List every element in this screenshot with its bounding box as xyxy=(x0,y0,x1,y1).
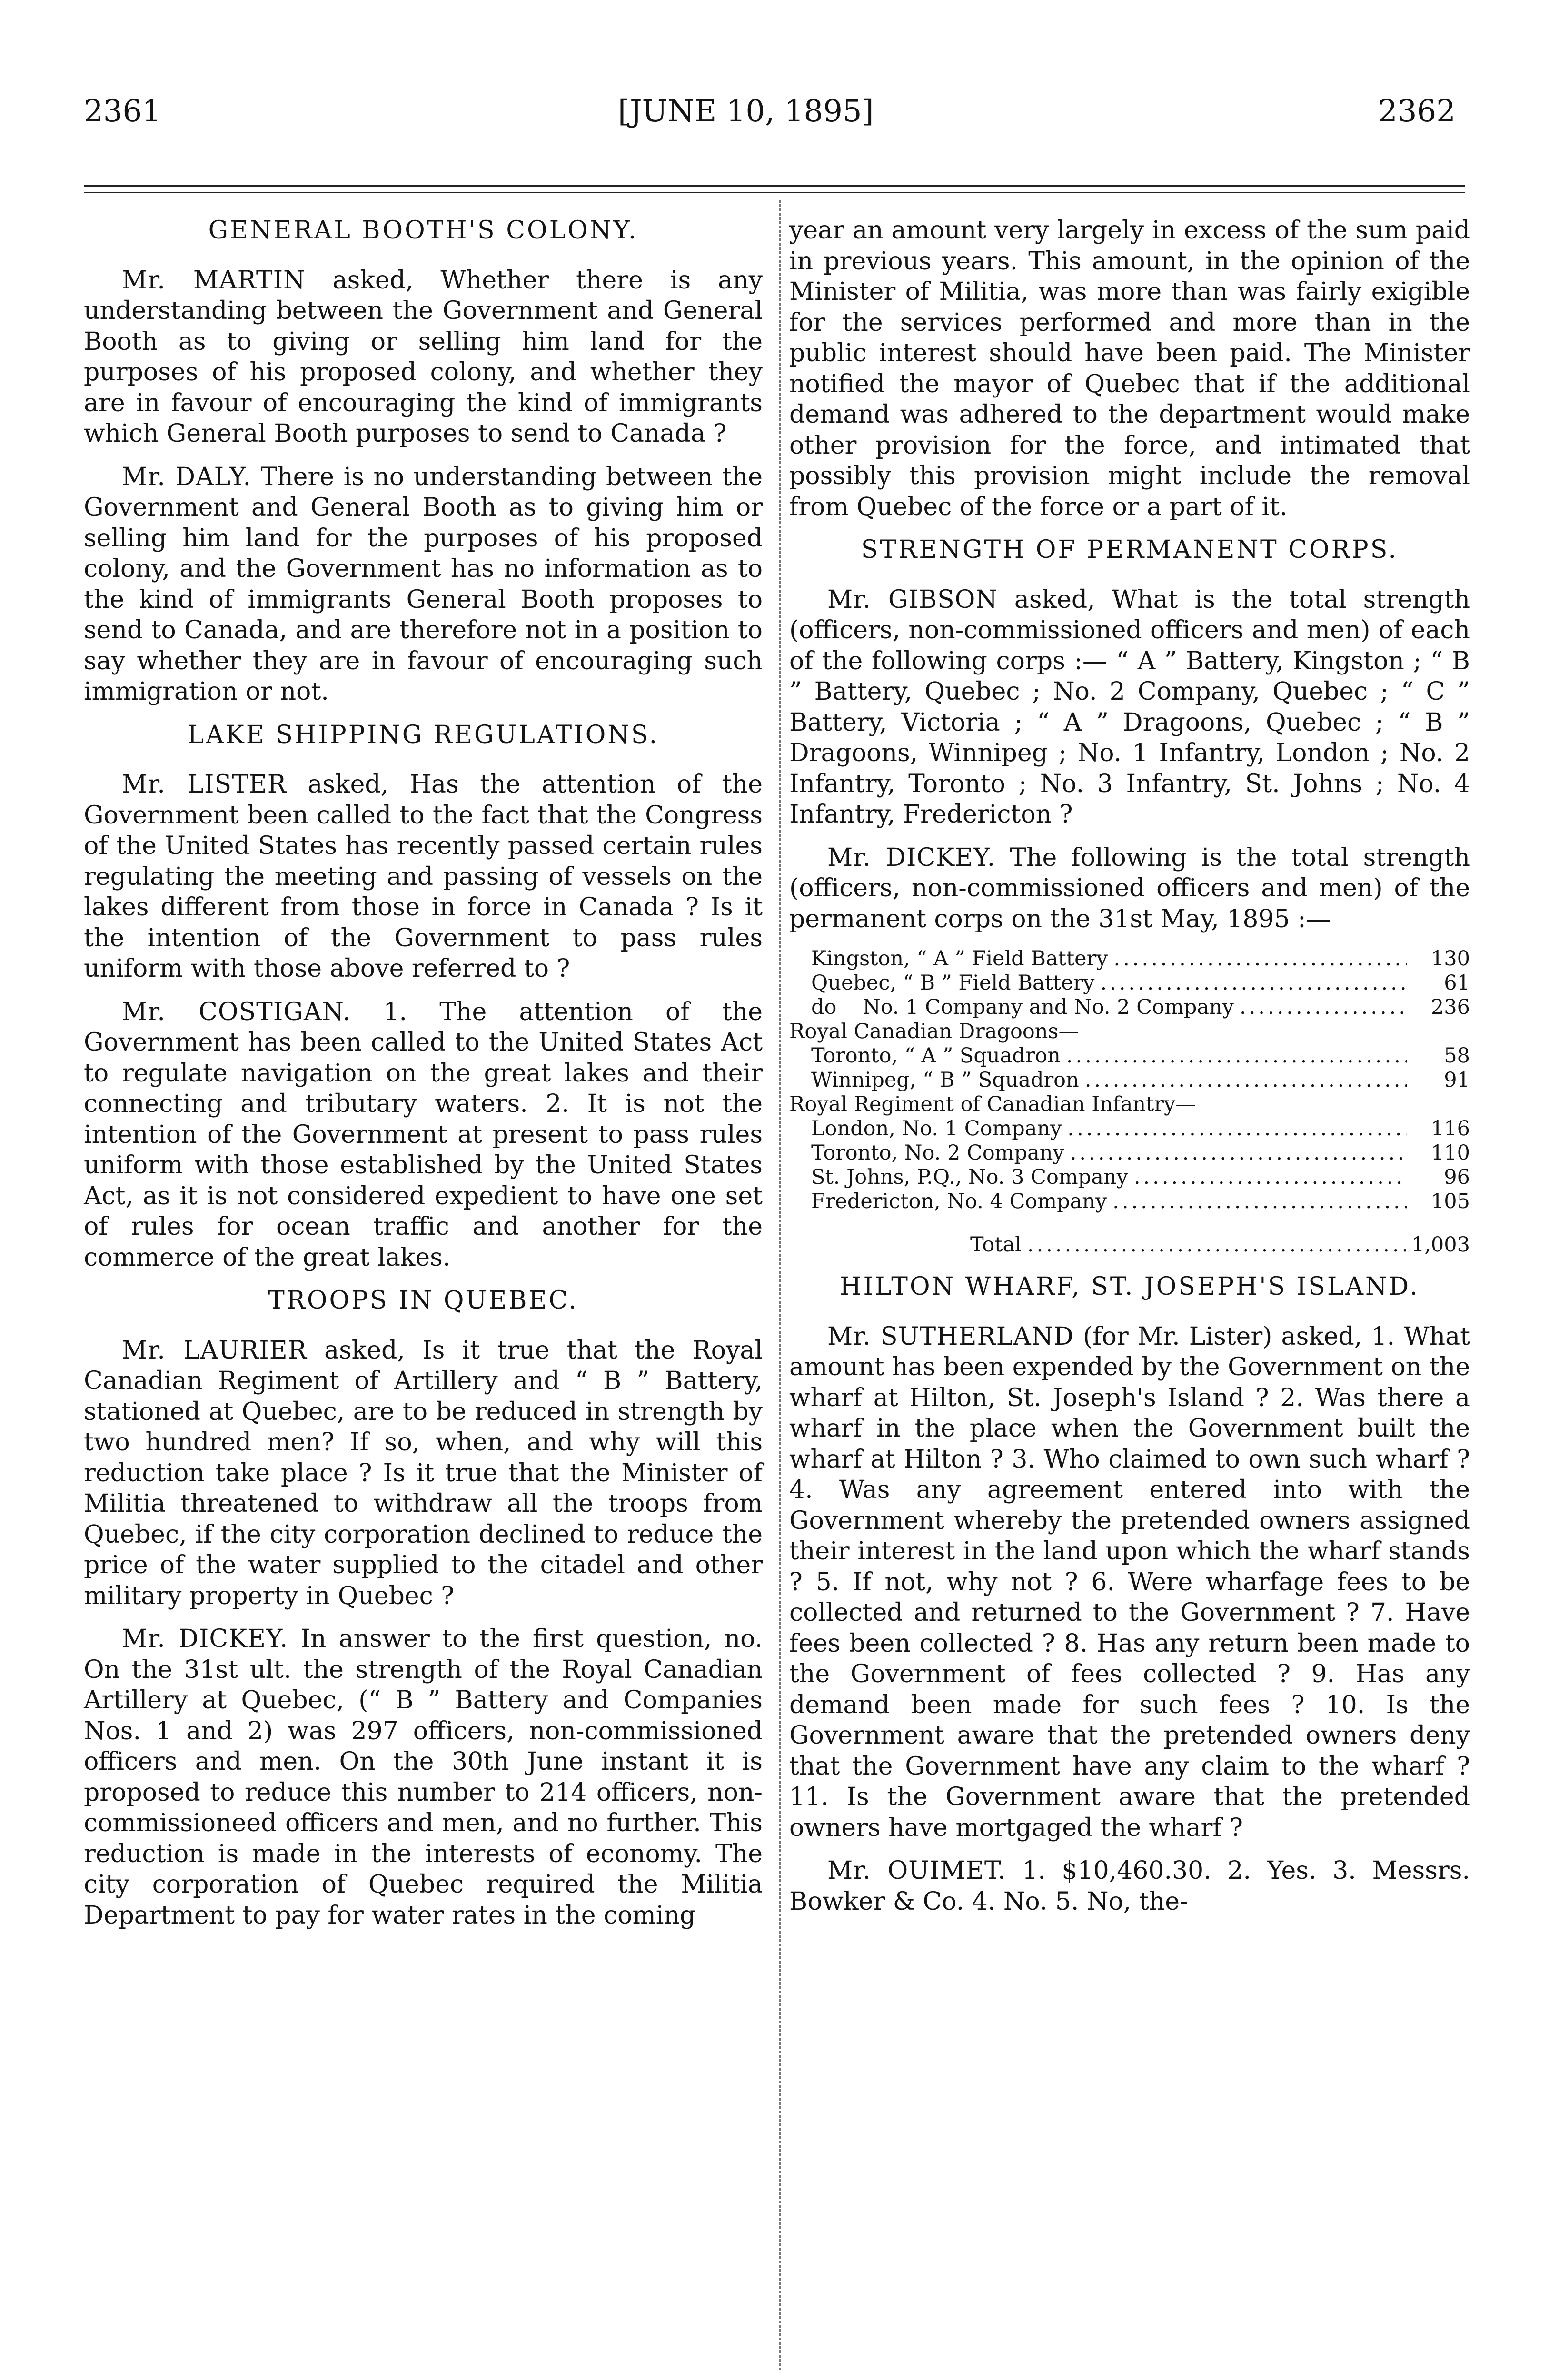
speaker-name: Mr. DICKEY. xyxy=(122,1625,288,1653)
table-row xyxy=(789,947,1470,971)
corps-strength-table xyxy=(789,947,1470,1257)
table-row-label: St. Johns, P.Q., No. 3 Company xyxy=(811,1165,1128,1189)
leader-dots xyxy=(1027,1233,1406,1257)
paragraph-text: In answer to the first question, no. On the 31st ult. the strength of the Royal Canadian Artillery at Quebec, (“ B ” Battery and Companies Nos. 1 and 2) was 297 officers, non-commissioned officers and men. On the 30th June instant it is proposed to reduce this number to 214 officers, non-commissioneed officers and men, and no further. This reduction is made in the interests of economy. The city corporation of Quebec required the Militia Department to pay for water rates in the coming xyxy=(84,1625,763,1930)
table-row xyxy=(789,1117,1470,1141)
paragraph-text: asked, Whether there is any understanding between the Government and General Booth as to giving or selling him land for the purposes of his proposed colony, and whether they are in favour of encouraging the kind of immigrants which General Booth purposes to send to Canada ? xyxy=(84,266,763,448)
table-row-label: Quebec, “ B ” Field Battery xyxy=(811,971,1095,995)
paragraph xyxy=(84,462,763,707)
paragraph-text: There is no understanding between the Government and General Booth as to giving him or selling him land for the purposes of his proposed colony, and the Government has no information as to the kind of immigrants General Booth proposes to send to Canada, and are therefore not in a position to say whether they are in favour of encouraging such immigration or not. xyxy=(84,462,763,706)
table-row xyxy=(789,1165,1470,1190)
table-total-row xyxy=(789,1233,1470,1257)
header-rule-thick xyxy=(84,185,1465,187)
section-heading: GENERAL BOOTH'S COLONY. xyxy=(208,216,638,245)
table-row-value: 58 xyxy=(1444,1044,1470,1068)
paragraph xyxy=(789,585,1470,830)
leader-dots xyxy=(1066,1044,1407,1068)
table-row-label: London, No. 1 Company xyxy=(811,1117,1062,1140)
page-number-right: 2362 xyxy=(1378,94,1456,129)
paragraph xyxy=(789,1321,1470,1844)
paragraph xyxy=(84,1335,763,1612)
section-heading: TROOPS IN QUEBEC. xyxy=(268,1286,578,1315)
leader-dots xyxy=(1067,1117,1407,1141)
section-heading: STRENGTH OF PERMANENT CORPS. xyxy=(861,536,1399,564)
table-row-value: 61 xyxy=(1444,971,1470,995)
leader-dots xyxy=(1240,995,1407,1020)
table-group-text: Royal Canadian Dragoons— xyxy=(789,1020,1079,1043)
leader-dots xyxy=(1134,1165,1407,1190)
paragraph-text: The following is the total strength (officers, non-commissioned officers and men) of the permanent corps on the 31st May, 1895 :— xyxy=(789,843,1470,933)
table-row-label: Kingston, “ A ” Field Battery xyxy=(811,947,1108,971)
speaker-name: Mr. COSTIGAN. xyxy=(122,997,351,1026)
table-row xyxy=(789,1190,1470,1214)
table-row xyxy=(789,971,1470,995)
table-row xyxy=(789,995,1470,1020)
paragraph xyxy=(789,1855,1470,1917)
paragraph xyxy=(789,215,1470,522)
section-heading: HILTON WHARF, ST. JOSEPH'S ISLAND. xyxy=(840,1272,1420,1301)
leader-dots xyxy=(1100,971,1407,995)
header-rule-thin xyxy=(84,192,1465,193)
leader-dots xyxy=(1070,1141,1407,1165)
table-total-label: Total xyxy=(970,1233,1022,1257)
paragraph-text: 1. The attention of the Government has been called to the United States Act to regulate navigation on the great lakes and their connecting and tributary waters. 2. It is not the intention of the Government at present to pass rules uniform with those established by the United States Act, as it is not considered expedient to have one set of rules for ocean traffic and another for the commerce of the great lakes. xyxy=(84,997,763,1272)
table-row-label: Fredericton, No. 4 Company xyxy=(811,1190,1107,1213)
table-row-value: 116 xyxy=(1430,1117,1470,1140)
column-divider xyxy=(779,200,781,2370)
paragraph xyxy=(84,1624,763,1931)
table-row-value: 105 xyxy=(1430,1190,1470,1213)
table-row-value: 96 xyxy=(1444,1165,1470,1189)
speaker-name: Mr. LAURIER xyxy=(122,1336,307,1365)
leader-dots xyxy=(1113,947,1407,971)
leader-dots xyxy=(1085,1068,1407,1092)
section-heading: LAKE SHIPPING REGULATIONS. xyxy=(187,720,659,749)
table-row-value: 130 xyxy=(1430,947,1470,971)
table-row-label: Toronto, No. 2 Company xyxy=(811,1141,1064,1165)
table-row xyxy=(789,1068,1470,1092)
speaker-name: Mr. DALY. xyxy=(122,462,252,491)
paragraph xyxy=(84,997,763,1273)
paragraph-text: (for Mr. Lister) asked, 1. What amount has been expended by the Government on the wharf at Hilton, St. Joseph's Island ? 2. Was there a wharf in the place when the Government built the wharf at Hilton ? 3. Who claimed to own such wharf ? 4. Was any agreement entered into with the Government whereby the pretended owners assigned their interest in the land upon which the wharf stands ? 5. If not, why not ? 6. Were wharfage fees to be collected and returned to the Government ? 7. Have fees been collected ? 8. Has any return been made to the Government of fees collected ? 9. Has any demand been made for such fees ? 10. Is the Government aware that the pretended owners deny that the Government have any claim to the wharf ? 11. Is the Government aware that the pretended owners have mortgaged the wharf ? xyxy=(789,1322,1470,1842)
table-row-label: Winnipeg, “ B ” Squadron xyxy=(811,1068,1079,1092)
paragraph-text: asked, Is it true that the Royal Canadian Regiment of Artillery and “ B ” Battery, stationed at Quebec, are to be reduced in strength by two hundred men? If so, when, and why will this reduction take place ? Is it true that the Minister of Militia threatened to withdraw all the troops from Quebec, if the city corporation declined to reduce the price of the water supplied to the citadel and other military property in Quebec ? xyxy=(84,1336,763,1610)
paragraph-text: 1. $10,460.30. 2. Yes. 3. Messrs. Bowker & Co. 4. No. 5. No, the- xyxy=(789,1856,1470,1916)
paragraph-text: asked, What is the total strength (officers, non-commissioned officers and men) of each of the following corps :— “ A ” Battery, Kingston ; “ B ” Battery, Quebec ; No. 2 Company, Quebec ; “ C ” Battery, Victoria ; “ A ” Dragoons, Quebec ; “ B ” Dragoons, Winnipeg ; No. 1 Infantry, London ; No. 2 Infantry, Toronto ; No. 3 Infantry, St. Johns ; No. 4 Infantry, Fredericton ? xyxy=(789,585,1470,829)
table-row-label: Toronto, “ A ” Squadron xyxy=(811,1044,1061,1068)
table-row-label: do No. 1 Company and No. 2 Company xyxy=(811,995,1234,1019)
leader-dots xyxy=(1112,1190,1407,1214)
speaker-name: Mr. LISTER xyxy=(122,770,287,799)
speaker-name: Mr. SUTHERLAND xyxy=(827,1322,1074,1351)
speaker-name: Mr. MARTIN xyxy=(122,266,306,295)
paragraph xyxy=(84,265,763,449)
left-column xyxy=(84,215,763,1943)
right-column xyxy=(789,215,1470,1929)
paragraph-text: year an amount very largely in excess of the sum paid in previous years. This amount, in the opinion of the Minister of Militia, was more than was fairly exigible for the services performed and more than in the public interest should have been paid. The Minister notified the mayor of Quebec that if the additional demand was adhered to the department would make other provision for the force, and intimated that possibly this provision might include the removal from Quebec of the force or a part of it. xyxy=(789,216,1470,521)
page-number-left: 2361 xyxy=(84,94,161,129)
speaker-name: Mr. DICKEY. xyxy=(827,843,996,872)
table-total-value: 1,003 xyxy=(1411,1233,1470,1257)
table-group-text: Royal Regiment of Canadian Infantry— xyxy=(789,1092,1196,1116)
table-group-label xyxy=(789,1092,1470,1117)
speaker-name: Mr. GIBSON xyxy=(827,585,998,614)
page-date: [JUNE 10, 1895] xyxy=(618,94,874,129)
table-row xyxy=(789,1141,1470,1165)
table-row-value: 110 xyxy=(1430,1141,1470,1165)
paragraph-text: asked, Has the attention of the Government been called to the fact that the Congress of the United States has recently passed certain rules regulating the meeting and passing of vessels on the lakes different from those in force in Canada ? Is it the intention of the Government to pass rules uniform with those above referred to ? xyxy=(84,770,763,983)
table-row-value: 236 xyxy=(1430,995,1470,1019)
paragraph xyxy=(789,843,1470,935)
speaker-name: Mr. OUIMET. xyxy=(827,1856,1006,1885)
table-row-value: 91 xyxy=(1444,1068,1470,1092)
table-group-label xyxy=(789,1020,1470,1044)
table-row xyxy=(789,1044,1470,1068)
paragraph xyxy=(84,769,763,984)
